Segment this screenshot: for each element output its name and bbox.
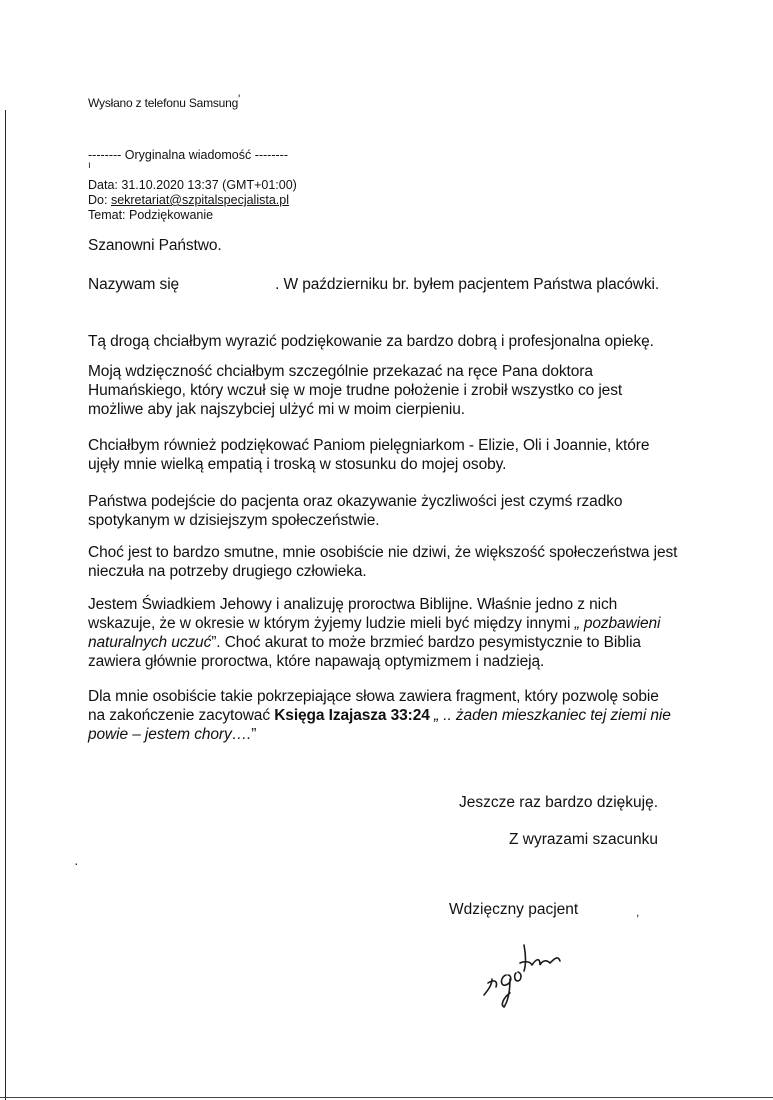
date-value: 31.10.2020 13:37 (GMT+01:00) <box>121 178 297 192</box>
scan-edge-line <box>5 110 6 1100</box>
sent-from-line: Wysłano z telefonu Samsung <box>88 96 239 110</box>
isaiah-quote-end: ” <box>251 726 257 743</box>
date-label: Data: <box>88 178 118 192</box>
scan-speck: , <box>636 905 640 919</box>
original-message-separator: -------- Oryginalna wiadomość -------- <box>88 148 288 162</box>
paragraph-approach: Państwa podejście do pacjenta oraz okazywanie życzliwości jest czymś rzadko spotykanym w dzisiejszym społeczeństwie. <box>88 493 623 529</box>
paragraph-introduction <box>88 275 678 294</box>
closing-regards: Z wyrazami szacunku <box>509 831 659 848</box>
subject-value: Podziękowanie <box>129 208 214 222</box>
letter-greeting: Szanowni Państwo. <box>88 237 222 254</box>
scan-speck: ' <box>238 92 241 106</box>
scan-speck: · <box>74 855 79 871</box>
header-date <box>88 177 297 193</box>
isaiah-text: Dla mnie osobiście takie pokrzepiające słowa zawiera fragment, który pozwolę sobie na zakończenie zacytować <box>88 688 659 724</box>
paragraph-society: Choć jest to bardzo smutne, mnie osobiście nie dziwi, że większość społeczeństwa jest nieczuła na potrzeby drugiego człowieka. <box>88 544 678 580</box>
prophecy-quote: „ pozbawieni naturalnych uczuć <box>88 615 661 651</box>
paragraph-doctor: Moją wdzięczność chciałbym szczególnie przekazać na ręce Pana doktora Humańskiego, który wczuł się w moje trudne położenie i zrobił wszystko co jest możliwe aby jak najszybciej ulżyć mi w moim cierpieniu. <box>88 363 623 418</box>
prophecy-text: Jestem Świadkiem Jehowy i analizuję proroctwa Biblijne. Właśnie jedno z nich wskazuje, że w okresie w którym żyjemy ludzie mieli być między innymi <box>88 596 618 632</box>
closing-thanks: Jeszcze raz bardzo dziękuję. <box>459 794 659 811</box>
scan-bottom-line <box>0 1097 773 1098</box>
header-to <box>88 192 289 208</box>
recipient-email-link[interactable]: sekretariat@szpitalspecjalista.pl <box>110 193 289 207</box>
header-subject <box>88 207 213 223</box>
handwritten-signature <box>470 935 580 1015</box>
isaiah-quote: „ .. żaden mieszkaniec tej ziemi nie powie – jestem chory…. <box>88 707 671 743</box>
prophecy-text-end: ”. Choć akurat to może brzmieć bardzo pesymistycznie to Biblia zawiera głównie proroctwa, które napawają optymizmem i nadzieją. <box>88 634 641 670</box>
closing-signoff: Wdzięczny pacjent <box>449 901 579 918</box>
scan-speck: ı <box>88 160 91 171</box>
paragraph-nurses: Chciałbym również podziękować Paniom pielęgniarkom - Elizie, Oli i Joannie, które ujęły mnie wielką empatią i troską w stosunku do mojej osoby. <box>88 437 650 473</box>
isaiah-reference: Księga Izajasza 33:24 <box>274 707 430 724</box>
intro-end: . W październiku br. byłem pacjentem Państwa placówki. <box>275 276 660 293</box>
paragraph-thanks: Tą drogą chciałbym wyrazić podziękowanie za bardzo dobrą i profesjonalna opiekę. <box>88 333 654 350</box>
subject-label: Temat: <box>88 208 126 222</box>
paragraph-prophecy <box>88 595 678 671</box>
paragraph-isaiah <box>88 687 678 744</box>
intro-start: Nazywam się <box>88 276 180 293</box>
to-label: Do: <box>88 193 108 207</box>
